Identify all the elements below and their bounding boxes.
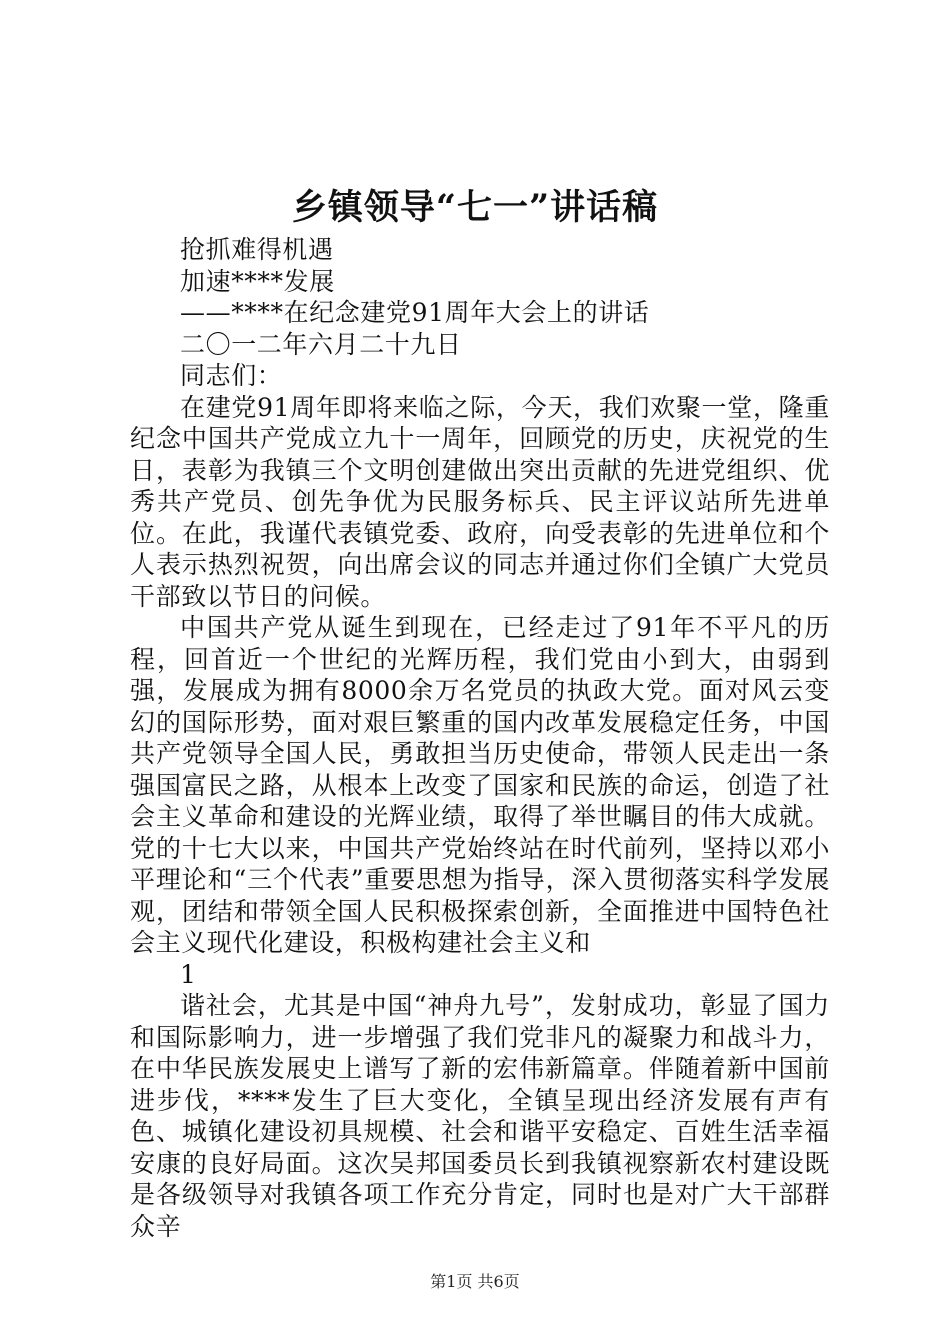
speech-attribution: ——****在纪念建党91周年大会上的讲话: [180, 298, 650, 327]
subtitle-line-1: 抢抓难得机遇: [180, 235, 334, 264]
document-title: 乡镇领导“七一”讲话稿: [291, 187, 659, 228]
paragraph-2: 中国共产党从诞生到现在，已经走过了91年不平凡的历程，回首近一个世纪的光辉历程，我们党由小到大，由弱到强，发展成为拥有8000余万名党员的执政大党。面对风云变幻的国际形势，面对艰巨繁重的国内改革发展稳定任务，中国共产党领导全国人民，勇敢担当历史使命，带领人民走出一条强国富民之路，从根本上改变了国家和民族的命运，创造了社会主义革命和建设的光辉业绩，取得了举世瞩目的伟大成就。党的十七大以来，中国共产党始终站在时代前列，坚持以邓小平理论和“三个代表”重要思想为指导，深入贯彻落实科学发展观，团结和带领全国人民积极探索创新，全面推进中国特色社会主义现代化建设，积极构建社会主义和: [130, 613, 830, 957]
paragraph-3: 谐社会，尤其是中国“神舟九号”，发射成功，彰显了国力和国际影响力，进一步增强了我们党非凡的凝聚力和战斗力，在中华民族发展史上谱写了新的宏伟新篇章。伴随着新中国前进步伐，****发生了巨大变化，全镇呈现出经济发展有声有色、城镇化建设初具规模、社会和谐平安稳定、百姓生活幸福安康的良好局面。这次吴邦国委员长到我镇视察新农村建设既是各级领导对我镇各项工作充分肯定，同时也是对广大干部群众辛: [130, 991, 830, 1241]
document-body: [130, 234, 830, 1242]
inline-page-number: 1: [180, 959, 197, 989]
subtitle-line-2: 加速****发展: [180, 266, 335, 296]
speech-date: 二〇一二年六月二十九日: [180, 329, 462, 359]
salutation: 同志们：: [180, 361, 283, 390]
page-footer: 第1页 共6页: [430, 1272, 520, 1291]
paragraph-1: 在建党91周年即将来临之际，今天，我们欢聚一堂，隆重纪念中国共产党成立九十一周年，回顾党的历史，庆祝党的生日，表彰为我镇三个文明创建做出突出贡献的先进党组织、优秀共产党员、创先争优为民服务标兵、民主评议站所先进单位。在此，我谨代表镇党委、政府，向受表彰的先进单位和个人表示热烈祝贺，向出席会议的同志并通过你们全镇广大党员干部致以节日的问候。: [130, 392, 830, 611]
